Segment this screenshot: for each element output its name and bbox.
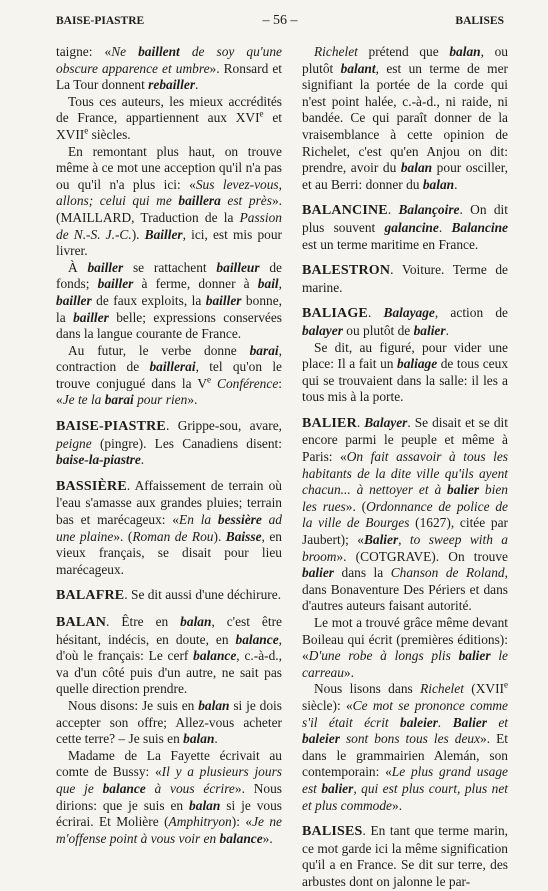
paragraph <box>302 44 508 193</box>
text-run: , action de <box>434 305 508 321</box>
text-run: balance <box>193 648 237 664</box>
text-run: e <box>259 108 264 119</box>
text-run: . Se dit aussi d'une déchirure. <box>124 587 282 603</box>
text-run: balan <box>400 160 433 176</box>
header-left-guideword: BAISE-PIASTRE <box>56 15 145 27</box>
text-run: ». <box>343 664 354 680</box>
text-run: , ici, est mis pour livrer. <box>56 226 282 259</box>
entry-baise-piastre <box>56 418 282 469</box>
text-run: bailler <box>205 292 242 308</box>
paragraph <box>56 144 282 260</box>
text-run: baliage <box>397 356 438 372</box>
text-run: . <box>454 176 458 192</box>
text-run: e <box>84 125 89 136</box>
text-run: baleier <box>302 731 340 747</box>
running-header <box>56 15 504 33</box>
text-run: Tous ces auteurs, les mieux accrédités de France, appartiennent aux XVI <box>56 93 282 126</box>
text-run: de tous ceux qui se trouvaient dans la salle: il les a tous mis à la porte. <box>302 356 509 405</box>
paragraph <box>56 260 282 343</box>
text-run: est un terme maritime en France. <box>302 236 479 252</box>
text-run: Balancine <box>451 219 508 235</box>
text-run: Conférence <box>217 375 279 391</box>
text-run: ». ( <box>113 528 133 544</box>
entry-balancine <box>302 202 508 253</box>
text-run: balier <box>321 780 354 796</box>
text-run: barai <box>249 342 279 358</box>
text-run: ». (MAILLARD, Traduction de la <box>56 193 282 225</box>
headword: BALIAGE <box>302 306 368 322</box>
header-right-guideword: BALISES <box>455 15 504 27</box>
text-run: . Affaissement de terrain où l'eau s'amasse aux grandes pluies; terrain bas et marécageux: « <box>56 477 282 528</box>
entry-balises <box>302 823 508 890</box>
entry-balafre <box>56 587 282 605</box>
paragraph <box>302 615 508 681</box>
text-run: . <box>438 219 452 235</box>
text-run: galancine <box>384 219 439 235</box>
text-run: belle; expressions conservées dans la langue courante de France. <box>56 309 282 342</box>
text-run: Le plus grand usage est <box>302 764 508 796</box>
text-run: dans la <box>334 565 391 581</box>
text-run: si je dois accepter son offre; Allez-vous acheter cette terre? – Je suis en <box>56 697 282 747</box>
text-run: et XVII <box>56 110 282 142</box>
text-run: : « <box>56 375 282 408</box>
text-run: et <box>486 714 509 730</box>
paragraph <box>56 698 282 748</box>
text-run: Se dit, au figuré, pour vider une place: Il a fait un <box>302 339 508 372</box>
text-run: Je ne m'offense point à vous voir en <box>56 814 283 846</box>
text-run: (pingre). Les Canadiens disent: <box>91 435 282 451</box>
headword: BALAN <box>56 615 107 630</box>
text-run: bien les rues <box>302 482 508 514</box>
entry-balan <box>56 614 282 698</box>
text-run: à vous écrire <box>145 780 235 796</box>
text-run: . On dit plus souvent <box>302 202 508 235</box>
text-run: à ferme, donner à <box>133 276 258 292</box>
text-run: Balayer <box>364 414 408 430</box>
text-run: baillera <box>178 193 221 209</box>
text-run: Richelet <box>314 44 358 59</box>
text-run: est près <box>220 193 272 209</box>
text-run: Amphitryon <box>168 814 232 830</box>
text-run: , est un terme de mer signifiant la portée de la corde qui n'est point halée, c.-à-d., ni raide, ni bandée. Ce qui paraît donner de la vraisemblance à cette opinion de Richelet, c'est qu'en Anjou on dit: prendre, avoir du <box>302 60 508 176</box>
text-run: sont bons tous les deux <box>339 731 481 747</box>
text-run: baillent <box>138 44 180 59</box>
headword: BALISES <box>302 824 363 840</box>
text-run: . En tant que terme marin, ce mot garde ici la même signification qu'il a en France. Se dit sur terre, des arbustes dont on jalonne le par- <box>302 823 508 889</box>
text-run: , dans Bonaventure Des Périers et dans d'autres auteurs faisant autorité. <box>302 565 508 614</box>
text-run: le carreau <box>302 648 509 680</box>
text-run: , d'où le français: Le cerf <box>56 631 282 664</box>
text-run: Balayage <box>383 305 435 321</box>
text-run: . <box>437 714 453 730</box>
text-run: bail <box>257 276 279 292</box>
text-run: , c'est être hésitant, indécis, en doute, en <box>56 614 282 647</box>
text-run: si je vous écrirai. Et Molière ( <box>56 797 282 830</box>
text-run: , <box>278 276 282 292</box>
text-run: bailler <box>73 309 109 325</box>
text-run: (XVII <box>463 681 504 697</box>
text-run: Richelet <box>420 681 464 697</box>
text-run: Nous lisons dans <box>314 681 421 697</box>
text-run: e <box>503 679 508 690</box>
text-run: . <box>445 322 449 338</box>
text-run: siècles. <box>88 126 131 142</box>
text-run: se rattachent <box>123 259 217 275</box>
text-run: ». Nous dirions: que je suis en <box>56 780 282 813</box>
text-run: , en vieux français, se disait pour lieu marécageux. <box>56 528 283 577</box>
text-run: balan <box>189 797 221 813</box>
text-run: balan <box>422 176 455 192</box>
text-run: Chanson de Roland <box>390 565 505 581</box>
text-run: ». <box>392 797 403 813</box>
text-run: baleier <box>400 714 438 730</box>
text-run: ad une plaine <box>56 512 282 544</box>
text-run: balayer <box>302 322 343 338</box>
text-run: En la <box>179 512 218 528</box>
text-run: Madame de La Fayette écrivait au comte de Bussy: « <box>56 747 282 780</box>
text-run: Nous disons: Je suis en <box>68 697 199 713</box>
text-run: ». <box>262 830 273 846</box>
text-run: On fait assavoir à tous les habitants de la dite ville qu'ils ayent chacun... à nettoyer et à <box>302 449 508 498</box>
text-run: . Voiture. Terme de marine. <box>302 262 508 295</box>
text-run: balan <box>180 614 212 629</box>
headword: BALANCINE <box>302 203 388 219</box>
paragraph <box>56 748 282 848</box>
text-run: Je te la <box>62 392 105 408</box>
text-run: Ce mot se prononce comme s'il était écrit <box>302 697 508 730</box>
text-run: Ne <box>111 44 139 59</box>
text-run: . <box>356 414 365 430</box>
text-run: balan <box>183 731 215 747</box>
text-run: Passion de N.-S. J.-C. <box>56 209 282 242</box>
text-run: Sus levez-vous, allons; celui qui me <box>56 176 282 209</box>
text-run: ». <box>187 392 198 408</box>
text-run: Baisse <box>225 528 262 544</box>
text-run: Balier <box>452 714 487 730</box>
text-run: de faux exploits, la <box>91 292 206 308</box>
entry-balestron <box>302 262 508 296</box>
paragraph <box>56 44 282 94</box>
text-run: balier <box>413 322 446 338</box>
text-run: . <box>195 77 199 93</box>
headword: BAISE-PIASTRE <box>56 419 166 435</box>
entry-baliage <box>302 305 508 339</box>
text-run: . <box>367 305 384 321</box>
text-run: de soy qu'une obscure apparence et umbre <box>56 44 282 76</box>
text-run: , ou plutôt <box>302 44 509 76</box>
text-run: En remontant plus haut, on trouve même à ce mot une acception qu'il n'a pas ou qu'il n'a plus ici: « <box>56 143 282 192</box>
text-run: (1627), citée par Jaubert); « <box>302 515 508 548</box>
text-run: Au futur, le verbe donne <box>68 342 250 358</box>
text-run: balier <box>458 648 491 664</box>
text-run: . Être en <box>106 614 181 629</box>
paragraph <box>56 343 282 409</box>
entry-balier <box>302 415 508 615</box>
text-run: pour rien <box>133 392 188 408</box>
text-run: ou plutôt de <box>342 322 414 338</box>
text-run: balance <box>102 780 146 796</box>
text-run: bailler <box>97 276 134 292</box>
entry-bassiere <box>56 478 282 579</box>
text-run: ». (COTGRAVE). On trouve <box>336 548 508 564</box>
text-run: , to sweep with a broom <box>302 532 508 564</box>
text-run: , c.-à-d., va d'un côté puis d'un autre, ne sait pas quelle direction prendre. <box>56 648 282 697</box>
text-run: . <box>387 202 399 218</box>
text-run: taigne: « <box>56 44 112 59</box>
text-run: pour osciller, et au Berri: donner du <box>302 160 509 192</box>
text-run: balance <box>235 631 279 647</box>
text-run: Balançoire <box>398 202 460 218</box>
text-run: bailler <box>56 292 92 308</box>
headword: BASSIÈRE <box>56 478 127 494</box>
text-run: ): « <box>231 814 253 830</box>
text-run: Le mot a trouvé grâce même devant Boileau qui écrit (premières éditions): « <box>302 615 508 664</box>
headword: BALESTRON <box>302 263 391 279</box>
text-run: ». Et dans le grammairien Alemán, son contemporain: « <box>302 731 508 780</box>
text-run: rebailler <box>148 77 196 93</box>
text-run: , qui est plus court, plus net et plus commode <box>302 780 508 813</box>
text-run: D'une robe à longs plis <box>308 648 459 664</box>
text-run: . Grippe-sou, avare, <box>165 418 282 434</box>
text-run: . <box>214 731 218 747</box>
headword: BALIER <box>302 415 357 431</box>
paragraph <box>56 94 282 144</box>
text-run: bailler <box>87 259 124 275</box>
text-run: , tel qu'on le trouve conjugué dans la V <box>56 359 282 391</box>
text-run: de fonds; <box>56 259 282 292</box>
right-column <box>302 44 508 891</box>
paragraph <box>302 681 508 814</box>
text-run: Bailler <box>144 226 183 242</box>
text-run: balance <box>219 830 263 846</box>
text-run: Balier <box>363 532 399 548</box>
text-run: barai <box>104 392 134 408</box>
text-run: Il y a plusieurs jours que je <box>56 764 282 796</box>
page-number: – 56 – <box>262 13 298 28</box>
text-run: peigne <box>56 435 92 451</box>
text-run: À <box>68 259 88 275</box>
headword: BALAFRE <box>56 588 125 604</box>
left-column <box>56 44 282 847</box>
text-run: balier <box>447 482 480 498</box>
text-run: ». Ronsard et La Tour donnent <box>56 60 282 93</box>
text-run: siècle): « <box>302 697 353 713</box>
text-run: balan <box>198 697 230 713</box>
text-run: ». ( <box>345 498 367 514</box>
text-run: . Se disait et se dit encore parmi le peuple et même à Paris: « <box>302 414 508 465</box>
text-run: balier <box>302 565 334 581</box>
text-run: ). <box>213 528 226 544</box>
paragraph <box>302 340 508 406</box>
text-run: baillerai <box>149 359 196 375</box>
text-run: balant <box>340 60 376 76</box>
text-run: ). <box>131 226 145 242</box>
text-run: bonne, la <box>56 292 282 325</box>
text-run: baise-la-piastre <box>56 452 141 468</box>
text-run: Ordonnance de police de la ville de Bourges <box>302 498 508 531</box>
text-run: e <box>207 374 211 385</box>
text-run: bessière <box>217 512 262 528</box>
text-run: . <box>140 452 145 468</box>
text-run: bailleur <box>216 259 260 275</box>
text-run: , contraction de <box>56 342 282 375</box>
text-run: Roman de Rou <box>132 528 214 544</box>
text-run: balan <box>449 44 481 59</box>
text-run: prétend que <box>357 44 450 59</box>
